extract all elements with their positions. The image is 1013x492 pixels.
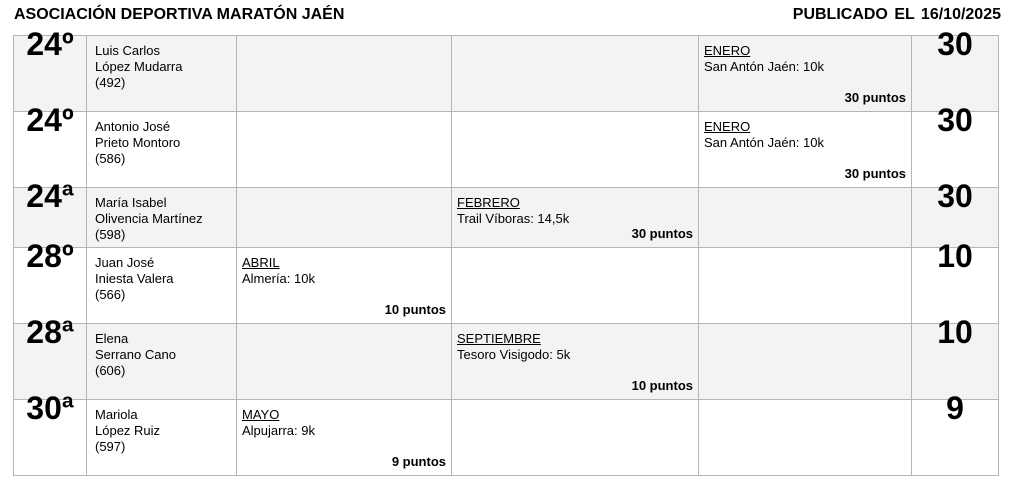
page-header: [0, 0, 1013, 34]
race-cell: [452, 400, 699, 476]
table-row: [14, 248, 999, 324]
race-cell: [237, 112, 452, 188]
race-points: 30 puntos: [844, 90, 906, 105]
race-name: Almería: 10k: [242, 271, 315, 286]
race-cell: [699, 188, 912, 248]
table-row: [14, 36, 999, 112]
race-name: Alpujarra: 9k: [242, 423, 315, 438]
runner-first-name: Mariola: [95, 407, 138, 422]
organization-title: ASOCIACIÓN DEPORTIVA MARATÓN JAÉN: [14, 6, 345, 23]
table-row: [14, 112, 999, 188]
runner-first-name: Luis Carlos: [95, 43, 161, 58]
race-name: San Antón Jaén: 10k: [704, 59, 824, 74]
runner-first-name: Antonio José: [95, 119, 171, 134]
runner-cell: [87, 188, 237, 248]
race-cell: [699, 248, 912, 324]
runner-id: (586): [95, 151, 126, 166]
race-cell: [452, 36, 699, 112]
race-cell: [237, 36, 452, 112]
runner-id: (566): [95, 287, 126, 302]
race-cell: [452, 248, 699, 324]
table-row: [14, 324, 999, 400]
runner-id: (597): [95, 439, 126, 454]
runner-cell: [87, 36, 237, 112]
race-points: 10 puntos: [631, 378, 693, 393]
race-cell: [699, 112, 912, 188]
runner-surname: Prieto Montoro: [95, 135, 181, 150]
race-name: Tesoro Visigodo: 5k: [457, 347, 571, 362]
race-cell: [237, 324, 452, 400]
table-row: [14, 188, 999, 248]
total-points-cell: 10: [912, 248, 999, 324]
race-name: San Antón Jaén: 10k: [704, 135, 824, 150]
race-cell: [452, 324, 699, 400]
race-month: FEBRERO: [457, 195, 520, 210]
race-cell: [237, 188, 452, 248]
table-row: [14, 400, 999, 476]
runner-cell: [87, 248, 237, 324]
runner-surname: Iniesta Valera: [95, 271, 174, 286]
race-cell: [699, 36, 912, 112]
total-points-cell: 30: [912, 112, 999, 188]
race-month: ENERO: [704, 119, 751, 134]
runner-id: (492): [95, 75, 126, 90]
published-date: PUBLICADO EL 16/10/2025: [792, 6, 1001, 23]
runner-id: (606): [95, 363, 126, 378]
runner-cell: [87, 400, 237, 476]
runner-surname: López Mudarra: [95, 59, 183, 74]
race-month: ABRIL: [242, 255, 280, 270]
runner-first-name: Juan José: [95, 255, 155, 270]
race-month: MAYO: [242, 407, 280, 422]
runner-first-name: Elena: [95, 331, 129, 346]
runner-surname: Serrano Cano: [95, 347, 176, 362]
position-cell: 30ª: [14, 400, 87, 476]
race-month: ENERO: [704, 43, 751, 58]
race-cell: [452, 112, 699, 188]
race-cell: [452, 188, 699, 248]
position-cell: 24º: [14, 36, 87, 112]
total-points-cell: 30: [912, 188, 999, 248]
total-points-cell: 10: [912, 324, 999, 400]
position-cell: 24º: [14, 112, 87, 188]
total-points-cell: 9: [912, 400, 999, 476]
ranking-table: [13, 26, 999, 476]
race-name: Trail Víboras: 14,5k: [457, 211, 570, 226]
race-points: 30 puntos: [844, 166, 906, 181]
position-cell: 24ª: [14, 188, 87, 248]
race-month: SEPTIEMBRE: [457, 331, 541, 346]
position-cell: 28ª: [14, 324, 87, 400]
race-cell: [237, 400, 452, 476]
runner-cell: [87, 324, 237, 400]
total-points-cell: 30: [912, 36, 999, 112]
race-points: 30 puntos: [631, 226, 693, 241]
position-cell: 28º: [14, 248, 87, 324]
runner-cell: [87, 112, 237, 188]
race-cell: [699, 324, 912, 400]
race-cell: [699, 400, 912, 476]
race-points: 9 puntos: [391, 454, 446, 469]
race-cell: [237, 248, 452, 324]
race-points: 10 puntos: [384, 302, 446, 317]
runner-surname: Olivencia Martínez: [95, 211, 203, 226]
runner-first-name: María Isabel: [95, 195, 167, 210]
runner-surname: López Ruiz: [95, 423, 161, 438]
runner-id: (598): [95, 227, 126, 242]
